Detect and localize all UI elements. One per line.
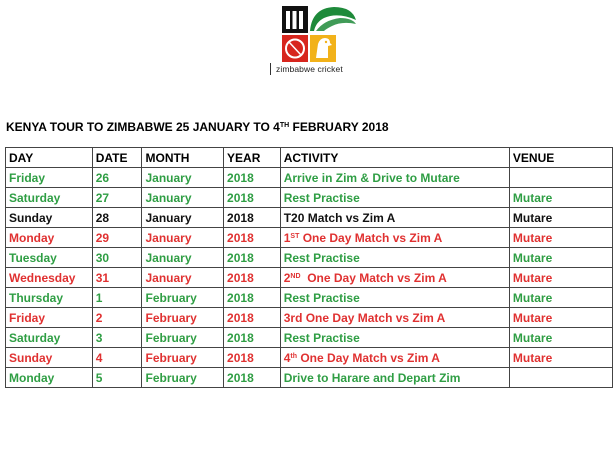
activity-cell xyxy=(280,208,509,228)
day-cell: Wednesday xyxy=(6,268,93,288)
table-row xyxy=(6,228,613,248)
venue-cell: Mutare xyxy=(509,248,612,268)
title-rest: FEBRUARY 2018 xyxy=(289,120,389,134)
table-row xyxy=(6,248,613,268)
header-month: MONTH xyxy=(142,148,224,168)
activity-cell xyxy=(280,328,509,348)
table-row xyxy=(6,208,613,228)
date-cell: 4 xyxy=(92,348,142,368)
activity-cell xyxy=(280,368,509,388)
month-cell: January xyxy=(142,248,224,268)
activity-text: Rest Practise xyxy=(283,330,360,345)
month-cell: February xyxy=(142,288,224,308)
venue-cell: Mutare xyxy=(509,188,612,208)
year-cell: 2018 xyxy=(224,188,281,208)
table-row xyxy=(6,308,613,328)
venue-cell: Mutare xyxy=(509,208,612,228)
year-cell: 2018 xyxy=(224,208,281,228)
activity-text: Rest Practise xyxy=(283,190,360,205)
venue-cell xyxy=(509,368,612,388)
month-cell: February xyxy=(142,308,224,328)
venue-cell: Mutare xyxy=(509,288,612,308)
activity-ordinal-suffix: th xyxy=(290,352,298,360)
date-cell: 3 xyxy=(92,328,142,348)
document-title xyxy=(6,120,389,134)
logo-text: zimbabwe cricket xyxy=(276,64,343,74)
date-cell: 28 xyxy=(92,208,142,228)
activity-cell xyxy=(280,168,509,188)
day-cell: Tuesday xyxy=(6,248,93,268)
month-cell: January xyxy=(142,228,224,248)
month-cell: February xyxy=(142,348,224,368)
day-cell: Saturday xyxy=(6,328,93,348)
day-cell: Friday xyxy=(6,308,93,328)
activity-cell xyxy=(280,188,509,208)
month-cell: January xyxy=(142,188,224,208)
activity-ordinal: 4 xyxy=(283,350,291,365)
date-cell: 1 xyxy=(92,288,142,308)
table-row xyxy=(6,188,613,208)
table-row xyxy=(6,288,613,308)
header-activity: ACTIVITY xyxy=(280,148,509,168)
year-cell: 2018 xyxy=(224,248,281,268)
table-header-row xyxy=(6,148,613,168)
table-row xyxy=(6,328,613,348)
date-cell: 30 xyxy=(92,248,142,268)
date-cell: 2 xyxy=(92,308,142,328)
activity-text: Arrive in Zim & Drive to Mutare xyxy=(283,170,460,185)
day-cell: Friday xyxy=(6,168,93,188)
day-cell: Monday xyxy=(6,228,93,248)
activity-cell xyxy=(280,268,509,288)
activity-ordinal: 2 xyxy=(283,270,291,285)
activity-cell xyxy=(280,248,509,268)
tour-schedule-table xyxy=(5,147,613,388)
month-cell: January xyxy=(142,208,224,228)
year-cell: 2018 xyxy=(224,228,281,248)
activity-text: One Day Match vs Zim A xyxy=(297,350,440,365)
title-main: KENYA TOUR TO ZIMBABWE 25 JANUARY TO 4 xyxy=(6,120,280,134)
venue-cell xyxy=(509,168,612,188)
month-cell: January xyxy=(142,168,224,188)
table-row xyxy=(6,168,613,188)
year-cell: 2018 xyxy=(224,168,281,188)
day-cell: Sunday xyxy=(6,348,93,368)
day-cell: Thursday xyxy=(6,288,93,308)
activity-text: Drive to Harare and Depart Zim xyxy=(283,370,461,385)
activity-text: Rest Practise xyxy=(283,290,360,305)
month-cell: January xyxy=(142,268,224,288)
activity-cell xyxy=(280,308,509,328)
date-cell: 26 xyxy=(92,168,142,188)
header-day: DAY xyxy=(6,148,93,168)
logo-emblem-icon xyxy=(268,4,364,64)
activity-text: One Day Match vs Zim A xyxy=(299,230,443,245)
activity-text: 3rd One Day Match vs Zim A xyxy=(283,310,446,325)
year-cell: 2018 xyxy=(224,348,281,368)
activity-cell xyxy=(280,348,509,368)
title-superscript: TH xyxy=(279,122,290,129)
venue-cell: Mutare xyxy=(509,228,612,248)
header-year: YEAR xyxy=(224,148,281,168)
day-cell: Monday xyxy=(6,368,93,388)
venue-cell: Mutare xyxy=(509,348,612,368)
activity-ordinal: 1 xyxy=(283,230,291,245)
month-cell: February xyxy=(142,328,224,348)
year-cell: 2018 xyxy=(224,288,281,308)
year-cell: 2018 xyxy=(224,328,281,348)
venue-cell: Mutare xyxy=(509,268,612,288)
date-cell: 29 xyxy=(92,228,142,248)
activity-text: T20 Match vs Zim A xyxy=(283,210,396,225)
table-row xyxy=(6,348,613,368)
year-cell: 2018 xyxy=(224,268,281,288)
month-cell: February xyxy=(142,368,224,388)
venue-cell: Mutare xyxy=(509,308,612,328)
logo-divider xyxy=(270,63,271,75)
date-cell: 5 xyxy=(92,368,142,388)
date-cell: 31 xyxy=(92,268,142,288)
header-date: DATE xyxy=(92,148,142,168)
year-cell: 2018 xyxy=(224,308,281,328)
activity-text: One Day Match vs Zim A xyxy=(300,270,447,285)
day-cell: Sunday xyxy=(6,208,93,228)
header-venue: VENUE xyxy=(509,148,612,168)
year-cell: 2018 xyxy=(224,368,281,388)
activity-ordinal-suffix: ND xyxy=(290,272,301,280)
activity-ordinal-suffix: ST xyxy=(290,232,300,240)
date-cell: 27 xyxy=(92,188,142,208)
day-cell: Saturday xyxy=(6,188,93,208)
activity-cell xyxy=(280,228,509,248)
table-body xyxy=(6,168,613,388)
venue-cell: Mutare xyxy=(509,328,612,348)
table-row xyxy=(6,268,613,288)
activity-text: Rest Practise xyxy=(283,250,360,265)
table-row xyxy=(6,368,613,388)
activity-cell xyxy=(280,288,509,308)
